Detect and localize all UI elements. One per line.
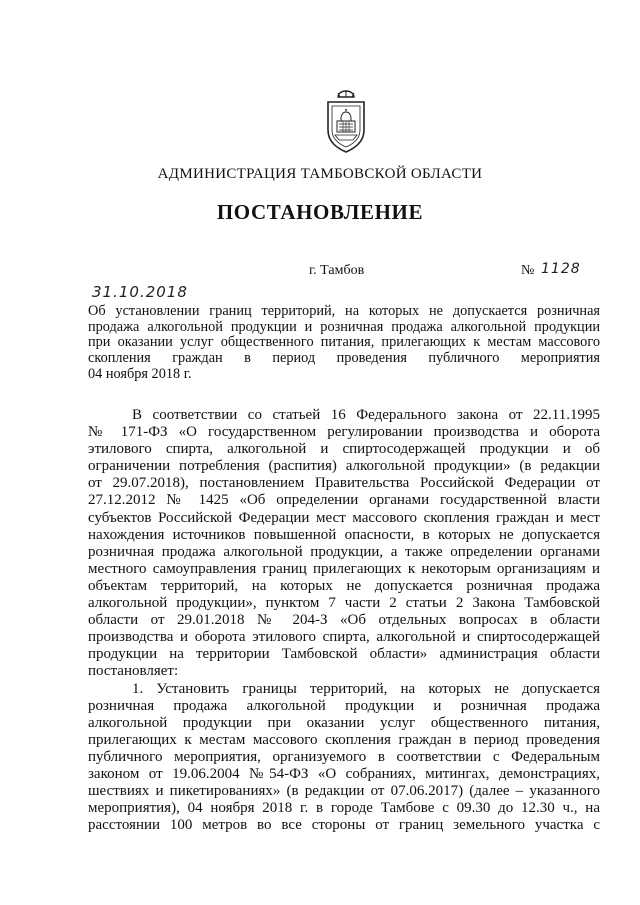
body-line: нахождения источников повышенной опасности, в которых не допускается xyxy=(88,526,600,543)
body-line: розничная продажа алкогольной продукции, а также определении органами xyxy=(88,543,600,560)
body-line: розничная продажа алкогольной продукции и розничная продажа xyxy=(88,697,600,714)
body-line: расстоянии 100 метров во все стороны от границ земельного участка с xyxy=(88,817,600,834)
title-line: 04 ноября 2018 г. xyxy=(88,365,192,382)
body-line: шествиях и пикетированиях» (в редакции от 07.06.2017) (далее – указанного xyxy=(88,783,600,800)
organization-name: АДМИНИСТРАЦИЯ ТАМБОВСКОЙ ОБЛАСТИ xyxy=(157,166,483,182)
body-line: местного самоуправления границ прилегающих к некоторым организациям и xyxy=(88,560,600,577)
document-date: 31.10.2018 xyxy=(92,283,188,301)
city-label: г. Тамбов xyxy=(309,263,365,278)
body-line: законом от 19.06.2004 №54-ФЗ «О собраниях, митингах, демонстрациях, xyxy=(88,765,600,782)
body-line: № 171-ФЗ «О государственном регулировании производства и оборота xyxy=(88,424,600,441)
body-line: продукции на территории Тамбовской области» администрация области xyxy=(88,646,600,663)
body-line: этилового спирта, алкогольной и спиртосодержащей продукции и об xyxy=(88,441,600,458)
coat-of-arms-icon xyxy=(323,88,369,154)
body-line: мероприятия), 04 ноября 2018 г. в городе Тамбове с 09.30 до 12.30 ч., на xyxy=(88,800,600,817)
body-line: 27.12.2012 № 1425 «Об определении органами государственной власти xyxy=(88,492,600,509)
body-line: области от 29.01.2018 № 204-З «Об отдельных вопросах в области xyxy=(88,612,600,629)
document-title xyxy=(88,304,600,382)
body-line: публичного мероприятия, организуемого в соответствии с Федеральным xyxy=(88,748,600,765)
body-line: постановляет: xyxy=(88,663,179,680)
body-line: алкогольной продукции», пунктом 7 части 2 статьи 2 Закона Тамбовской xyxy=(88,595,600,612)
body-line: прилегающих к местам массового скопления граждан в период проведения xyxy=(88,731,600,748)
number-label: № xyxy=(521,263,535,278)
body-line: объектам территорий, на которых не допускается розничная продажа xyxy=(88,577,600,594)
body-line: субъектов Российской Федерации мест массового скопления граждан и мест xyxy=(88,509,600,526)
body-line: от 29.07.2018), постановлением Правительства Российской Федерации от xyxy=(88,475,600,492)
document-body xyxy=(88,407,600,834)
document-number: 1128 xyxy=(541,261,581,277)
body-line: 1. Установить границы территорий, на которых не допускается xyxy=(132,680,600,697)
body-line: алкогольной продукции при оказании услуг общественного питания, xyxy=(88,714,600,731)
body-line: ограничении потребления (распития) алкогольной продукции» (в редакции xyxy=(88,458,600,475)
body-line: В соответствии со статьей 16 Федерального закона от 22.11.1995 xyxy=(132,407,600,423)
title-line: Об установлении границ территорий, на которых не допускается розничная xyxy=(88,303,600,319)
title-line: продажа алкогольной продукции и розничная продажа алкогольной продукции xyxy=(88,318,600,335)
title-line: при оказании услуг общественного питания, прилегающих к местам массового xyxy=(88,334,600,351)
title-line: скопления граждан в период проведения публичного мероприятия xyxy=(88,350,600,367)
body-line: производства и оборота этилового спирта, алкогольной и спиртосодержащей xyxy=(88,629,600,646)
document-type-heading: ПОСТАНОВЛЕНИЕ xyxy=(216,200,424,224)
